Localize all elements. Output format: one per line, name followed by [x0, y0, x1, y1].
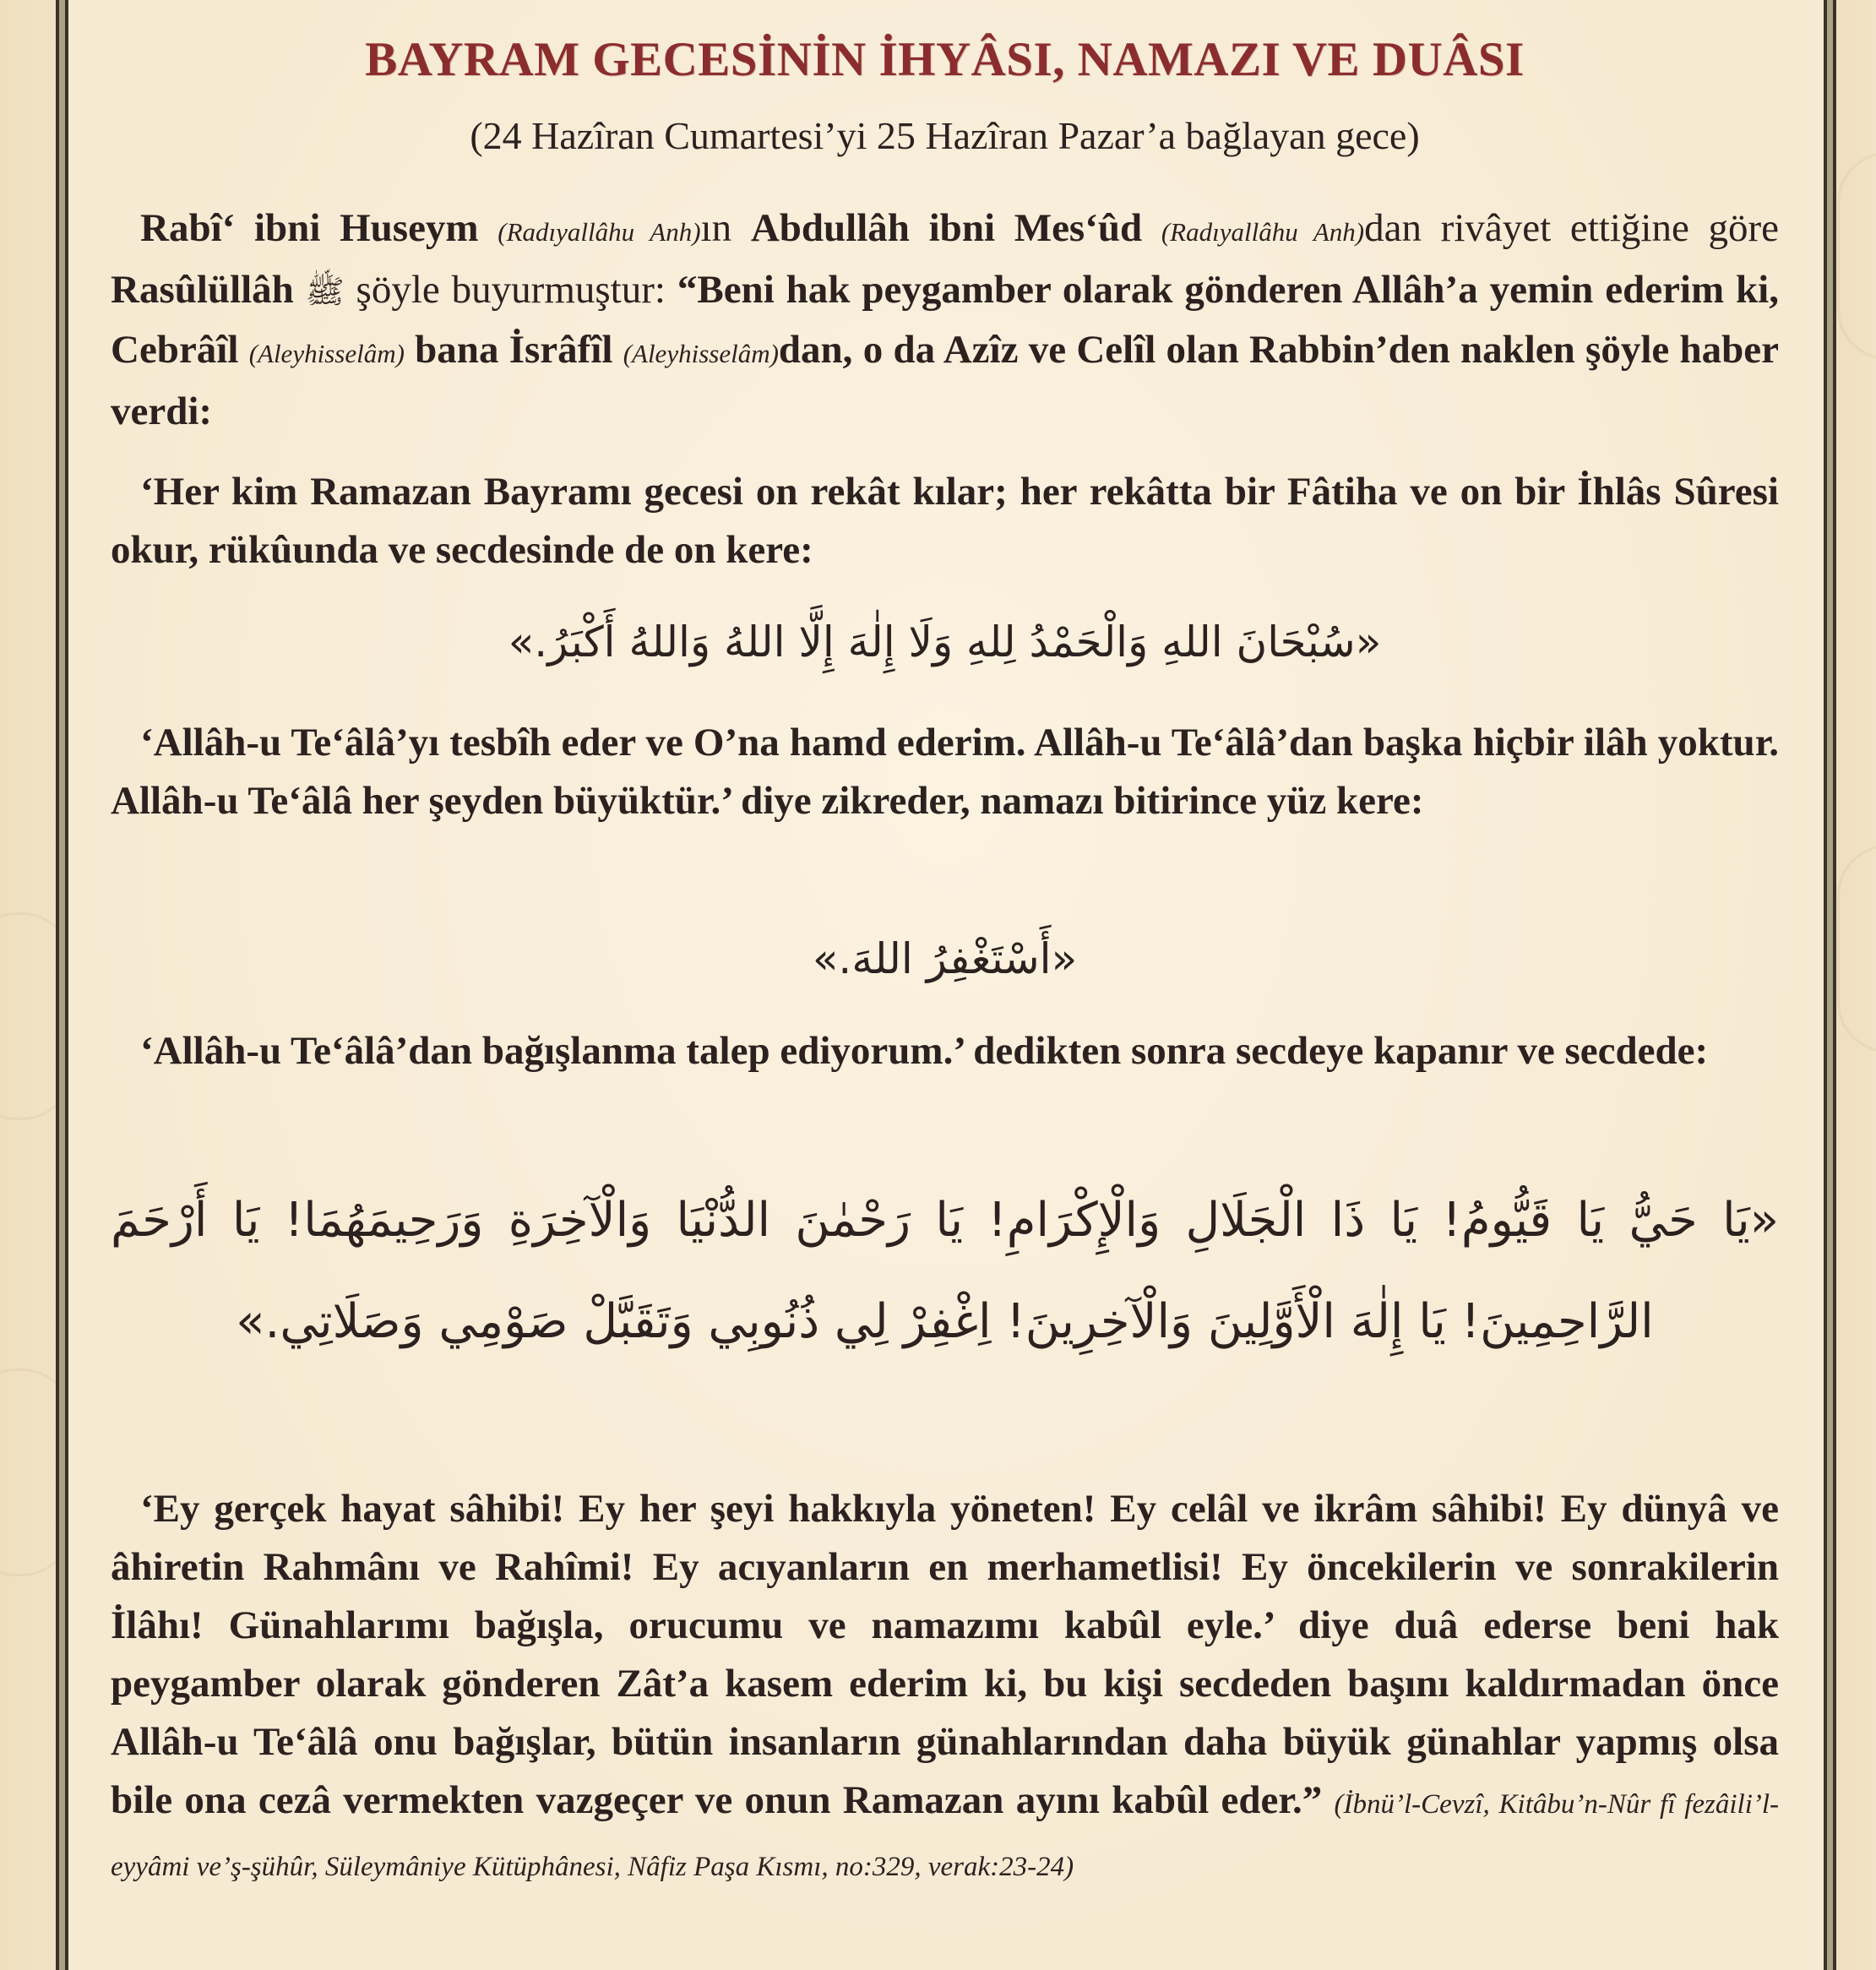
arabic-istighfar: «أَسْتَغْفِرُ اللهَ.» — [812, 934, 1078, 983]
honorific: (Aleyhisselâm) — [248, 339, 405, 368]
quote-span: “Beni hak peygamber olarak gönderen Allâh’a yemin ederim ki, Cebrâîl — [111, 268, 1779, 372]
paragraph-narration — [111, 199, 1779, 441]
salawat-icon: ﷺ — [305, 273, 345, 310]
page-margin-left — [0, 0, 56, 1970]
honorific: (Radıyallâhu Anh) — [498, 217, 701, 247]
page-margin-right — [1837, 0, 1876, 1970]
ornament-decoration — [1837, 845, 1876, 1053]
honorific: (Radıyallâhu Anh) — [1161, 217, 1365, 247]
arabic-dua: «يَا حَيُّ يَا قَيُّومُ! يَا ذَا الْجَلَالِ وَالْإِكْرَامِ! يَا رَحْمٰنَ الدُّنْيَا وَالْآخِرَةِ وَرَحِيمَهُمَا! يَا أَرْحَمَ الرَّاحِمِينَ! يَا إِلٰهَ الْأَوَّلِينَ وَالْآخِرِينَ! اِغْفِرْ لِي ذُنُوبِي وَتَقَبَّلْ صَوْمِي وَصَلَاتِي.» — [111, 1193, 1779, 1349]
frame-border-left — [56, 0, 68, 1970]
dua-translation-text: ‘Ey gerçek hayat sâhibi! Ey her şeyi hakkıyla yöneten! Ey celâl ve ikrâm sâhibi! Ey dünyâ ve âhiretin Rahmânı ve Rahîmi! Ey acıyanların en merhametlisi! Ey öncekilerin ve sonrakilerin İlâhı! Günahlarımı bağışla, orucumu ve namazımı kabûl eyle.’ diye duâ ederse beni hak peygamber olarak gönderen Zât’a kasem ederim ki, bu kişi secdeden başını kaldırmadan önce Allâh-u Te‘âlâ onu bağışlar, bütün insanların günahlarından daha büyük günahlar yapmış olsa bile ona cezâ vermekten vazgeçer ve onun Ramazan ayını kabûl eder.” — [111, 1487, 1779, 1822]
narrator-name: Rabî‘ ibni Huseym — [140, 206, 479, 250]
quote-span: bana İsrâfîl — [415, 328, 613, 372]
text-span: ın — [700, 206, 732, 250]
arabic-tasbih: «سُبْحَانَ اللهِ وَالْحَمْدُ لِلهِ وَلَا إِلٰهَ إِلَّا اللهُ وَاللهُ أَكْبَرُ.» — [508, 618, 1382, 667]
quote-span: dan, o da Azîz ve Celîl olan Rabbin’den naklen şöyle haber verdi: — [111, 328, 1780, 433]
paragraph-instructions: ‘Her kim Ramazan Bayramı gecesi on rekât kılar; her rekâtta bir Fâtiha ve on bir İhlâs Sûresi okur, rükûunda ve secdesinde de on kere: — [111, 470, 1779, 572]
paragraph-tasbih-translation: ‘Allâh-u Te‘âlâ’yı tesbîh eder ve O’na hamd ederim. Allâh-u Te‘âlâ’dan başka hiçbir ilâh yoktur. Allâh-u Te‘âlâ her şeyden büyüktür.’ diye zikreder, namazı bitirince yüz kere: — [111, 721, 1779, 823]
document-page — [68, 0, 1824, 1970]
text-span: dan rivâyet ettiğine göre — [1364, 206, 1780, 250]
page-subtitle: (24 Hazîran Cumartesi’yi 25 Hazîran Pazar’a bağlayan gece) — [470, 114, 1420, 157]
frame-border-right — [1824, 0, 1836, 1970]
citation: (İbnü’l-Cevzî, Kitâbu’n-Nûr fî fezâili’l-eyyâmi ve’ş-şühûr, Süleymâniye Kütüphânesi, Nâfiz Paşa Kısmı, no:329, verak:23-24) — [111, 1789, 1780, 1882]
page-title: BAYRAM GECESİNİN İHYÂSI, NAMAZI VE DUÂSI — [365, 33, 1525, 86]
paragraph-istighfar-translation: ‘Allâh-u Te‘âlâ’dan bağışlanma talep ediyorum.’ dedikten sonra secdeye kapanır ve secdede: — [140, 1029, 1709, 1073]
honorific: (Aleyhisselâm) — [623, 339, 779, 368]
narrator-name: Abdullâh ibni Mes‘ûd — [750, 206, 1143, 250]
paragraph-dua-translation — [111, 1480, 1779, 1897]
prophet-name: Rasûlüllâh — [111, 268, 294, 312]
ornament-decoration — [1837, 152, 1876, 360]
text-span: şöyle buyurmuştur: — [356, 268, 666, 312]
